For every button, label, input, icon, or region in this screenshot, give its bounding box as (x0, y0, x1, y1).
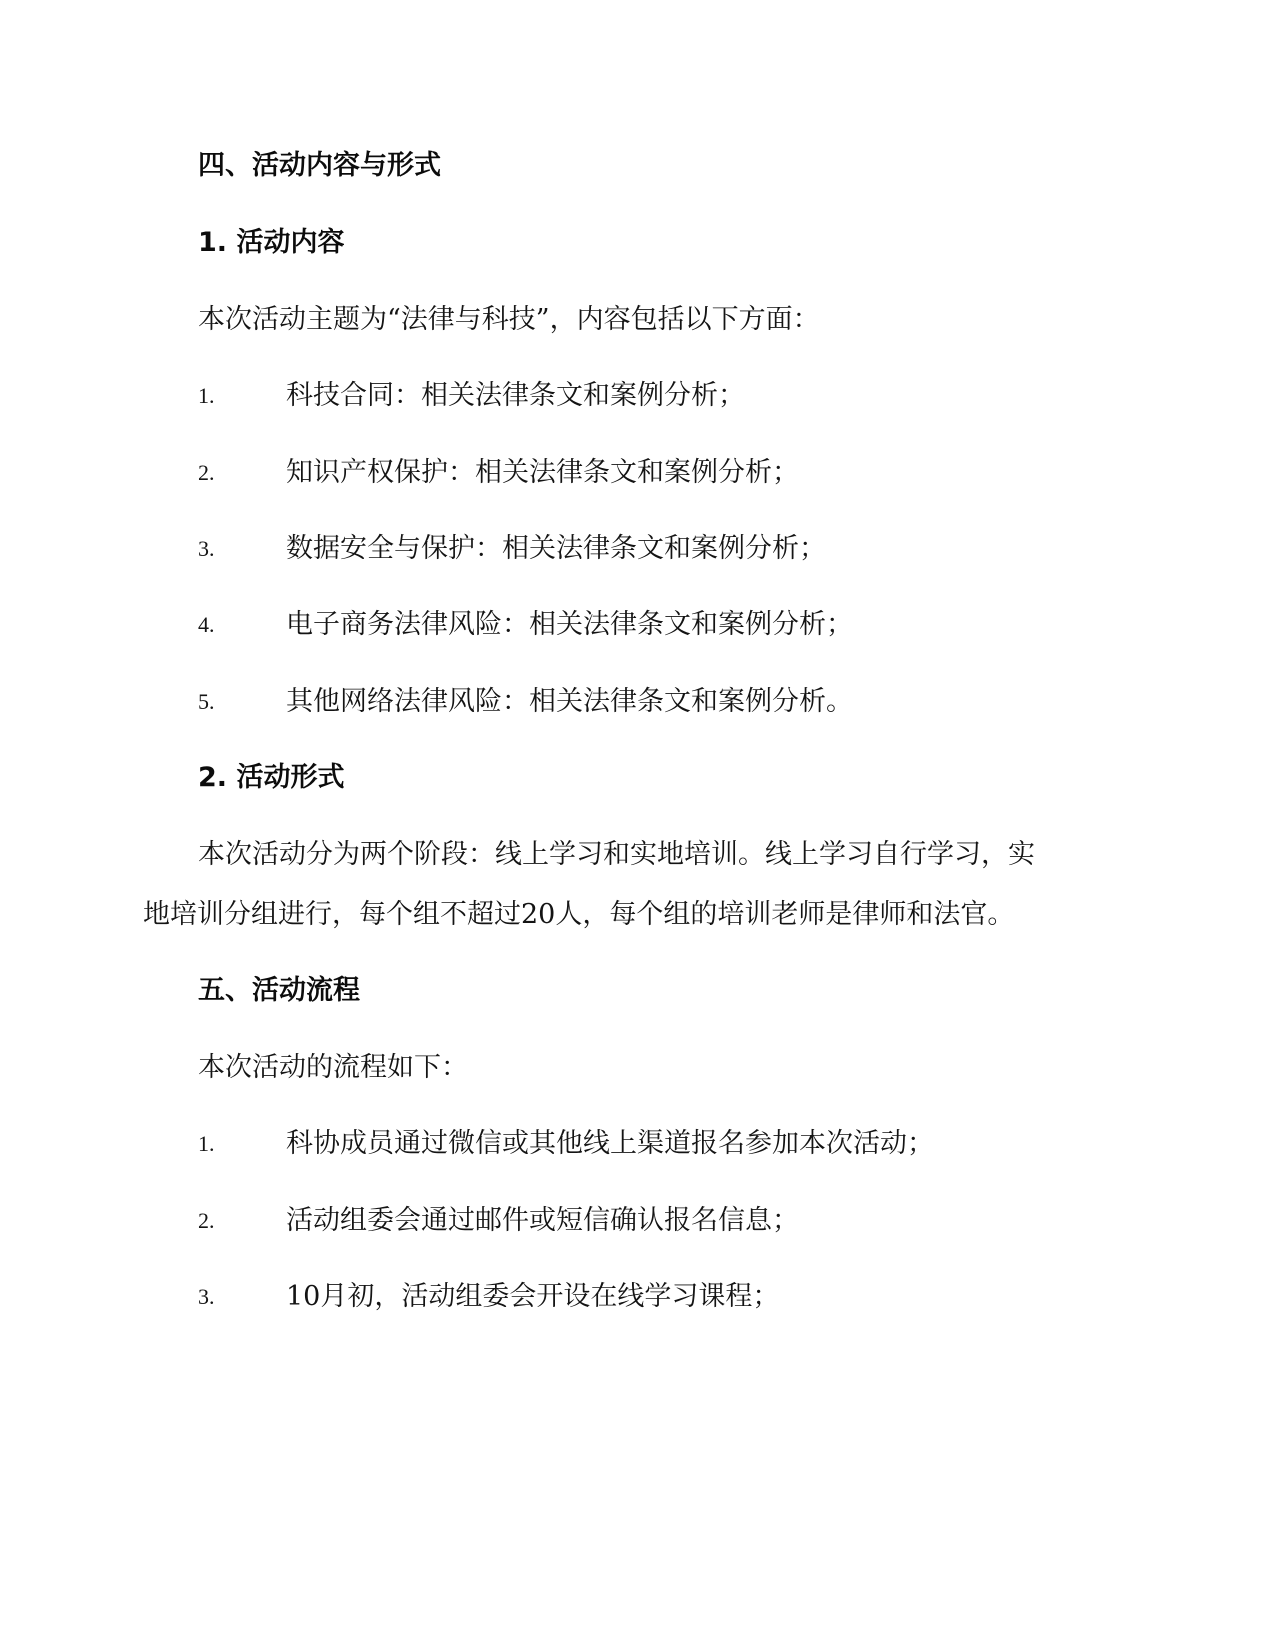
list-item-number: 1. (198, 383, 215, 408)
list-item-text: 10月初，活动组委会开设在线学习课程； (286, 1281, 780, 1312)
list-item-number: 3. (198, 1284, 215, 1309)
list-item-text: 其他网络法律风险：相关法律条文和案例分析。 (286, 686, 853, 717)
list-item-number: 2. (198, 1208, 215, 1233)
list-item-number: 1. (198, 1131, 215, 1156)
list-item-text: 数据安全与保护：相关法律条文和案例分析； (286, 533, 826, 564)
list-item-text: 科技合同：相关法律条文和案例分析； (286, 380, 745, 411)
process-intro-paragraph: 本次活动的流程如下： (198, 1052, 468, 1083)
format-paragraph-line-2: 地培训分组进行，每个组不超过20人，每个组的培训老师是律师和法官。 (143, 899, 1015, 930)
list-item-number: 2. (198, 460, 215, 485)
section-4-heading: 四、活动内容与形式 (198, 150, 441, 181)
content-intro-paragraph: 本次活动主题为“法律与科技”，内容包括以下方面： (198, 304, 820, 335)
list-item-text: 知识产权保护：相关法律条文和案例分析； (286, 457, 799, 488)
format-paragraph-line-1: 本次活动分为两个阶段：线上学习和实地培训。线上学习自行学习，实 (198, 839, 1035, 870)
list-item-text: 科协成员通过微信或其他线上渠道报名参加本次活动； (286, 1128, 934, 1159)
list-item-number: 3. (198, 536, 215, 561)
subsection-1-heading: 1. 活动内容 (198, 227, 345, 258)
list-item-text: 电子商务法律风险：相关法律条文和案例分析； (286, 609, 853, 640)
list-item-number: 4. (198, 612, 215, 637)
list-item-text: 活动组委会通过邮件或短信确认报名信息； (286, 1205, 799, 1236)
subsection-2-heading: 2. 活动形式 (198, 762, 345, 793)
list-item-number: 5. (198, 689, 215, 714)
section-5-heading: 五、活动流程 (198, 975, 360, 1006)
